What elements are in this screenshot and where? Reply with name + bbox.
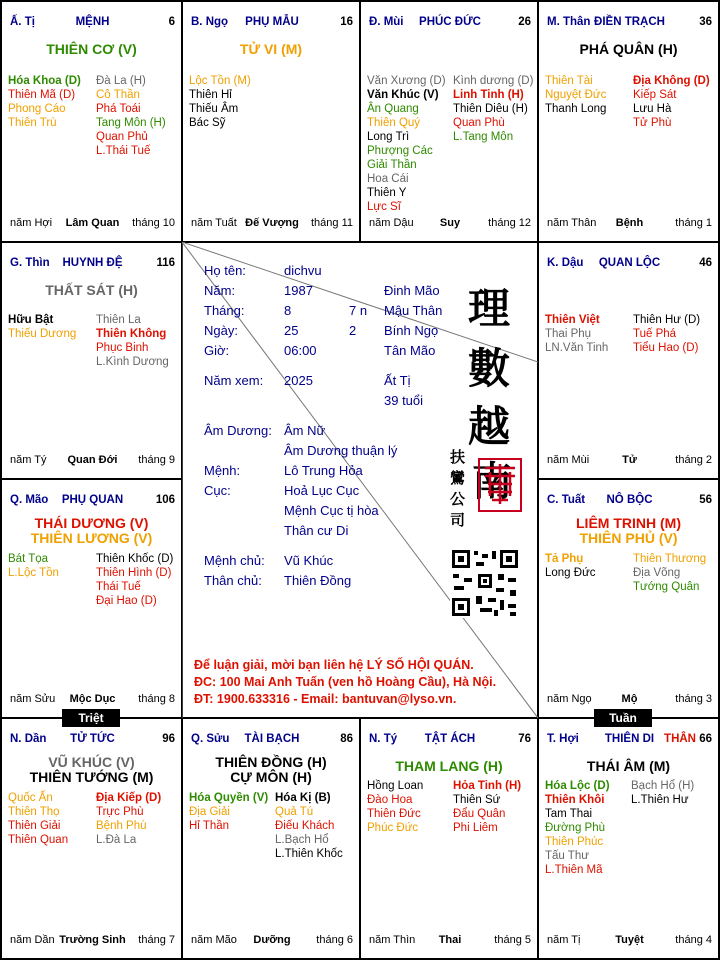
minor-star: Quốc Ấn	[8, 792, 53, 804]
minor-star: Đào Hoa	[367, 794, 413, 806]
minor-star: Địa Võng	[633, 567, 681, 579]
view-year-label: Năm xem:	[204, 373, 264, 388]
minor-star: Bác Sỹ	[189, 117, 226, 129]
chart-center-info	[182, 242, 538, 718]
footer-stage: Thai	[438, 934, 462, 946]
palace-number: 76	[518, 733, 531, 745]
palace-position: Q. Mão	[10, 494, 49, 506]
minor-star: Quan Phù	[453, 117, 505, 129]
red-seal-stamp	[478, 458, 522, 512]
palace-hoi	[539, 719, 718, 958]
minor-star: Long Trì	[367, 131, 410, 143]
palace-ty	[361, 719, 537, 958]
minor-star: Ân Quang	[367, 103, 419, 115]
major-stars	[2, 283, 181, 298]
palace-footer	[547, 934, 712, 948]
minor-star: LN.Văn Tinh	[545, 342, 609, 354]
palace-position: N. Tý	[369, 733, 398, 745]
palace-name: MỆNH	[75, 16, 110, 28]
minor-stars-left	[545, 74, 606, 116]
minor-star: Thiên Quý	[367, 117, 421, 129]
year-label: Năm:	[204, 283, 236, 298]
palace-footer	[10, 934, 175, 948]
footer-stage: Tử	[622, 454, 637, 466]
major-star: CỰ MÔN (H)	[230, 769, 312, 785]
palace-number: 26	[518, 16, 531, 28]
palace-name: TÀI BẠCH	[244, 733, 300, 745]
palace-name: HUYNH ĐỆ	[62, 257, 123, 269]
minor-star: Hồng Loan	[367, 780, 424, 792]
palace-position: G. Thìn	[10, 257, 50, 269]
minor-star: Phi Liêm	[453, 822, 498, 834]
footer-month: tháng 7	[138, 934, 175, 946]
calligraphy-char: 南	[472, 458, 512, 505]
minor-star: Thiên Quan	[8, 834, 69, 846]
minor-star: Bạch Hổ (H)	[631, 780, 695, 792]
tuan-tag: Tuần	[594, 709, 652, 727]
palace-name: PHỤ QUAN	[61, 494, 124, 506]
menhchu-value: Vũ Khúc	[284, 553, 334, 568]
minor-star: Hữu Bật	[8, 314, 54, 326]
palace-number: 86	[340, 733, 353, 745]
than-marker: THÂN	[664, 733, 696, 745]
palace-position: T. Hợi	[547, 733, 579, 745]
palace-name: PHỤ MẪU	[245, 16, 299, 28]
minor-stars-left	[367, 74, 446, 214]
minor-star: Lộc Tồn (M)	[189, 75, 251, 87]
palace-header	[369, 733, 531, 747]
menh-label: Mệnh:	[204, 463, 241, 478]
minor-star: Hỏa Tinh (H)	[453, 780, 522, 792]
palace-footer	[547, 454, 712, 468]
palace-header	[547, 16, 712, 30]
cuc-label: Cục:	[204, 483, 231, 498]
footer-stage: Bệnh	[615, 217, 644, 229]
palace-suu	[183, 719, 359, 958]
minor-star: Đẩu Quân	[453, 808, 506, 820]
major-star: THIÊN LƯƠNG (V)	[30, 530, 153, 546]
calligraphy-char: 越	[468, 402, 511, 451]
palace-than	[539, 2, 718, 241]
minor-star: Thái Tuế	[96, 581, 141, 593]
footer-stage: Mộ	[621, 693, 638, 705]
palace-mui	[361, 2, 537, 241]
minor-star: Thiên Hư (D)	[633, 314, 701, 326]
palace-position: M. Thân	[547, 16, 591, 28]
minor-star: Thiên Hỉ	[189, 89, 232, 101]
minor-star: Long Đức	[545, 567, 596, 579]
minor-star: L.Thái Tuế	[96, 145, 151, 157]
footer-stage: Lâm Quan	[65, 217, 120, 229]
month-value: 8	[284, 303, 292, 318]
palace-header	[10, 257, 175, 271]
footer-month: tháng 12	[488, 217, 531, 229]
minor-stars-left	[8, 791, 68, 847]
minor-star: Địa Không (D)	[633, 75, 710, 87]
minor-star: L.Tang Môn	[453, 131, 514, 143]
palace-footer	[10, 454, 175, 468]
minor-star: Thiên Phúc	[545, 836, 604, 848]
minor-star: Thiên Việt	[545, 314, 600, 326]
minor-star: Phong Cáo	[8, 103, 66, 115]
palace-name: ĐIỀN TRẠCH	[594, 16, 665, 28]
footer-stage: Tuyệt	[615, 934, 644, 946]
minor-star: L.Thiên Hư	[631, 794, 689, 806]
minor-star: L.Bạch Hổ	[275, 834, 329, 846]
minor-stars-left	[8, 74, 81, 130]
contact-line-2: ĐC: 100 Mai Anh Tuấn (ven hồ Hoàng Cầu), Hà Nội.	[194, 675, 497, 689]
major-stars	[2, 42, 181, 57]
small-calligraphy: 扶	[450, 448, 466, 466]
palace-position: K. Dậu	[547, 257, 584, 269]
major-star: THẤT SÁT (H)	[45, 282, 138, 298]
footer-year: năm Ngọ	[547, 693, 592, 705]
minor-star: Tả Phụ	[545, 553, 584, 565]
minor-stars-right	[96, 552, 173, 608]
minor-star: L.Thiên Khốc	[275, 848, 343, 860]
footer-month: tháng 6	[316, 934, 353, 946]
palace-name: QUAN LỘC	[598, 257, 661, 269]
palace-header	[547, 257, 712, 271]
minor-star: Tiểu Hao (D)	[633, 342, 699, 354]
minor-star: Địa Kiếp (D)	[96, 792, 162, 804]
palace-footer	[191, 217, 353, 231]
minor-star: Thiên Khôi	[545, 794, 605, 806]
minor-star: Quan Phủ	[96, 131, 148, 143]
age-value: 39 tuổi	[384, 393, 424, 408]
footer-month: tháng 4	[675, 934, 712, 946]
footer-year: năm Thân	[547, 217, 597, 229]
small-calligraphy: 司	[450, 511, 466, 529]
footer-stage: Quan Đới	[67, 454, 118, 466]
minor-star: Tấu Thư	[545, 850, 589, 862]
minor-star: L.Lộc Tồn	[8, 567, 59, 579]
minor-stars-right	[453, 74, 533, 144]
minor-star: Kiếp Sát	[633, 89, 677, 101]
qr-code-icon	[450, 548, 520, 618]
palace-header	[10, 733, 175, 747]
minor-star: Hóa Khoa (D)	[8, 75, 81, 87]
minor-star: Thiên Y	[367, 187, 407, 199]
major-star: THIÊN PHỦ (V)	[579, 530, 678, 546]
palace-number: 56	[699, 494, 712, 506]
minor-stars-left	[8, 313, 76, 341]
major-star: THAM LANG (H)	[395, 758, 503, 774]
footer-month: tháng 9	[138, 454, 175, 466]
minor-star: Thiên La	[96, 314, 141, 326]
small-calligraphy: 公	[450, 490, 466, 508]
minor-stars-left	[545, 313, 608, 355]
palace-header	[191, 16, 353, 30]
cuc-note2: Thân cư Di	[284, 523, 349, 538]
hour-value: 06:00	[284, 343, 317, 358]
major-stars	[539, 42, 718, 57]
calligraphy-char: 數	[468, 344, 511, 393]
minor-star: Phượng Các	[367, 145, 433, 157]
palace-ngo	[183, 2, 359, 241]
minor-star: Tang Môn (H)	[96, 117, 166, 129]
palace-footer	[191, 934, 353, 948]
minor-star: Thiên Khốc (D)	[96, 553, 174, 565]
palace-footer	[547, 217, 712, 231]
palace-position: B. Ngọ	[191, 16, 229, 28]
footer-year: năm Tý	[10, 454, 47, 466]
amduong-label: Âm Dương:	[204, 423, 272, 438]
minor-star: Linh Tinh (H)	[453, 89, 524, 101]
minor-star: Tử Phù	[633, 117, 672, 129]
footer-month: tháng 8	[138, 693, 175, 705]
minor-stars-left	[189, 74, 251, 130]
footer-year: năm Mùi	[547, 454, 590, 466]
minor-star: Văn Khúc (V)	[367, 89, 439, 101]
palace-name: THIÊN DI	[604, 733, 655, 745]
footer-year: năm Thìn	[369, 934, 416, 946]
minor-stars-left	[367, 779, 423, 835]
minor-stars-right	[96, 791, 161, 847]
minor-star: L.Kình Dương	[96, 356, 169, 368]
month-canchi: Mậu Thân	[384, 303, 443, 318]
calligraphy-char: 理	[468, 284, 511, 333]
minor-star: Thiên Mã (D)	[8, 89, 76, 101]
palace-number: 6	[168, 16, 175, 28]
footer-year: năm Tị	[547, 934, 581, 946]
palace-footer	[369, 217, 531, 231]
minor-star: Phục Binh	[96, 342, 149, 354]
small-calligraphy: 鸞	[450, 469, 466, 487]
palace-number: 16	[340, 16, 353, 28]
palace-name: NÔ BỘC	[606, 494, 653, 506]
palace-number: 66	[699, 733, 712, 745]
minor-stars-right	[275, 791, 343, 861]
palace-number: 46	[699, 257, 712, 269]
palace-header	[191, 733, 353, 747]
major-stars	[539, 759, 718, 774]
minor-star: Thiếu Dương	[8, 328, 77, 340]
footer-stage: Dưỡng	[253, 934, 291, 946]
minor-star: Điếu Khách	[275, 820, 335, 832]
palace-header	[547, 494, 712, 508]
minor-star: Thanh Long	[545, 103, 607, 115]
contact-line-1: Để luận giải, mời bạn liên hệ LÝ SỐ HỘI QUÁN.	[194, 658, 474, 672]
footer-month: tháng 10	[132, 217, 175, 229]
minor-star: Hoa Cái	[367, 173, 409, 185]
contact-line-3: ĐT: 1900.633316 - Email: bantuvan@lyso.vn.	[194, 692, 457, 706]
thanchu-value: Thiên Đồng	[284, 573, 352, 588]
major-star: THÁI ÂM (M)	[586, 758, 671, 774]
footer-month: tháng 1	[675, 217, 712, 229]
minor-star: Nguyệt Đức	[545, 89, 607, 101]
minor-star: Thiên Trù	[8, 117, 57, 129]
palace-dan	[2, 719, 181, 958]
major-stars	[2, 755, 181, 785]
palace-header	[10, 16, 175, 30]
minor-star: Tuế Phá	[633, 328, 677, 340]
minor-stars-right	[96, 74, 166, 158]
minor-star: Trực Phù	[96, 806, 144, 818]
month-label: Tháng:	[204, 303, 245, 318]
hour-label: Giờ:	[204, 343, 230, 358]
minor-star: Hóa Quyền (V)	[189, 792, 269, 804]
minor-star: L.Thiên Mã	[545, 864, 603, 876]
minor-stars-right	[96, 313, 169, 369]
minor-stars-left	[8, 552, 59, 580]
minor-stars-right	[633, 552, 706, 594]
cuc-value: Hoả Lục Cục	[284, 483, 360, 498]
minor-star: Phá Toái	[96, 103, 141, 115]
major-stars	[361, 759, 537, 774]
minor-star: Thiên Sứ	[453, 794, 501, 806]
minor-star: Thiên Không	[96, 328, 167, 340]
hour-canchi: Tân Mão	[384, 343, 436, 358]
footer-year: năm Dậu	[369, 217, 414, 229]
triet-tag: Triệt	[62, 709, 120, 727]
minor-star: Thiên Hình (D)	[96, 567, 172, 579]
palace-footer	[369, 934, 531, 948]
minor-stars-right	[631, 779, 694, 807]
palace-position: Q. Sửu	[191, 733, 230, 745]
palace-position: Ấ. Tị	[10, 16, 35, 28]
minor-star: Thiên Diêu (H)	[453, 103, 528, 115]
minor-star: Đà La (H)	[96, 75, 146, 87]
minor-star: Giải Thần	[367, 159, 417, 171]
footer-year: năm Mão	[191, 934, 237, 946]
palace-header	[10, 494, 175, 508]
view-year-value: 2025	[284, 373, 313, 388]
major-star: THIÊN CƠ (V)	[46, 41, 137, 57]
major-star: TỬ VI (M)	[239, 41, 303, 57]
palace-position: N. Dần	[10, 733, 47, 745]
day-canchi: Bính Ngọ	[384, 323, 439, 338]
cuc-note1: Mệnh Cục tị hòa	[284, 503, 379, 518]
minor-stars-right	[453, 779, 521, 835]
thanchu-label: Thân chủ:	[204, 573, 262, 588]
palace-name: TỬ TỨC	[70, 733, 115, 745]
palace-name: TẬT ÁCH	[424, 733, 476, 745]
footer-month: tháng 11	[310, 217, 353, 229]
minor-star: Kình dương (D)	[453, 75, 534, 87]
footer-month: tháng 2	[675, 454, 712, 466]
palace-position: C. Tuất	[547, 494, 586, 506]
palace-number: 96	[162, 733, 175, 745]
palace-header	[547, 733, 712, 747]
menhchu-label: Mệnh chủ:	[204, 553, 265, 568]
view-year-canchi: Ất Tị	[384, 373, 411, 388]
minor-star: Bệnh Phù	[96, 820, 147, 832]
major-stars	[183, 755, 359, 785]
footer-stage: Suy	[439, 217, 461, 229]
palace-number: 116	[156, 257, 175, 269]
minor-star: Thiên Đức	[367, 808, 421, 820]
palace-dau	[539, 243, 718, 478]
major-star: LIÊM TRINH (M)	[576, 515, 681, 531]
major-star: THIÊN ĐỒNG (H)	[215, 754, 327, 770]
major-star: VŨ KHÚC (V)	[48, 754, 135, 770]
minor-star: Đại Hao (D)	[96, 595, 157, 607]
minor-star: Địa Giải	[189, 806, 230, 818]
minor-star: Văn Xương (D)	[367, 75, 446, 87]
minor-stars-right	[633, 313, 700, 355]
major-stars	[539, 516, 718, 546]
year-value: 1987	[284, 283, 313, 298]
minor-star: Tướng Quân	[633, 581, 700, 593]
name-value: dichvu	[284, 263, 322, 278]
palace-header	[369, 16, 531, 30]
major-star: PHÁ QUÂN (H)	[579, 41, 678, 57]
month-extra: 7 n	[349, 303, 368, 318]
minor-star: L.Đà La	[96, 834, 137, 846]
minor-star: Thiên Thương	[633, 553, 707, 565]
name-label: Họ tên:	[204, 263, 246, 278]
day-label: Ngày:	[204, 323, 238, 338]
palace-tuat	[539, 480, 718, 717]
minor-star: Hóa Kị (B)	[275, 792, 331, 804]
minor-star: Hóa Lộc (D)	[545, 780, 610, 792]
minor-stars-left	[545, 779, 610, 877]
major-stars	[2, 516, 181, 546]
palace-position: Đ. Mùi	[369, 16, 404, 28]
amduong-value: Âm Nữ	[284, 423, 326, 438]
day-extra: 2	[349, 323, 357, 338]
palace-thin	[2, 243, 181, 478]
minor-star: Thiên Giải	[8, 820, 61, 832]
minor-stars-left	[189, 791, 268, 833]
minor-star: Thiếu Âm	[189, 103, 239, 115]
amduong-note: Âm Dương thuận lý	[284, 443, 398, 458]
palace-number: 36	[699, 16, 712, 28]
day-value: 25	[284, 323, 299, 338]
major-stars	[183, 42, 359, 57]
palace-footer	[547, 693, 712, 707]
minor-star: Cô Thần	[96, 89, 140, 101]
major-star: THIÊN TƯỚNG (M)	[29, 769, 154, 785]
minor-star: Thai Phụ	[545, 328, 592, 340]
footer-year: năm Hợi	[10, 217, 53, 229]
minor-stars-right	[633, 74, 710, 130]
palace-mao	[2, 480, 181, 717]
footer-stage: Mộc Dục	[69, 693, 116, 705]
minor-star: Phúc Đức	[367, 822, 419, 834]
minor-star: Thiên Tài	[545, 75, 593, 87]
footer-month: tháng 5	[494, 934, 531, 946]
minor-star: Lưu Hà	[633, 103, 672, 115]
minor-star: Thiên Thọ	[8, 806, 60, 818]
footer-stage: Đế Vượng	[245, 217, 299, 229]
palace-footer	[10, 217, 175, 231]
palace-footer	[10, 693, 175, 707]
minor-star: Quả Tú	[275, 806, 314, 818]
footer-year: năm Dần	[10, 934, 55, 946]
palace-name: PHÚC ĐỨC	[419, 16, 481, 28]
footer-month: tháng 3	[675, 693, 712, 705]
major-star: THÁI DƯƠNG (V)	[34, 515, 149, 531]
year-canchi: Đinh Mão	[384, 283, 440, 298]
minor-stars-left	[545, 552, 596, 580]
footer-stage: Trường Sinh	[59, 934, 126, 946]
minor-star: Hỉ Thần	[189, 820, 230, 832]
minor-star: Bát Tọa	[8, 553, 49, 565]
menh-value: Lô Trung Hỏa	[284, 463, 363, 478]
minor-star: Lực Sĩ	[367, 201, 401, 213]
minor-star: Đường Phù	[545, 822, 605, 834]
minor-star: Tam Thai	[545, 808, 593, 820]
palace-number: 106	[155, 494, 175, 506]
footer-year: năm Tuất	[191, 217, 237, 229]
footer-year: năm Sửu	[10, 693, 56, 705]
palace-ti	[2, 2, 181, 241]
